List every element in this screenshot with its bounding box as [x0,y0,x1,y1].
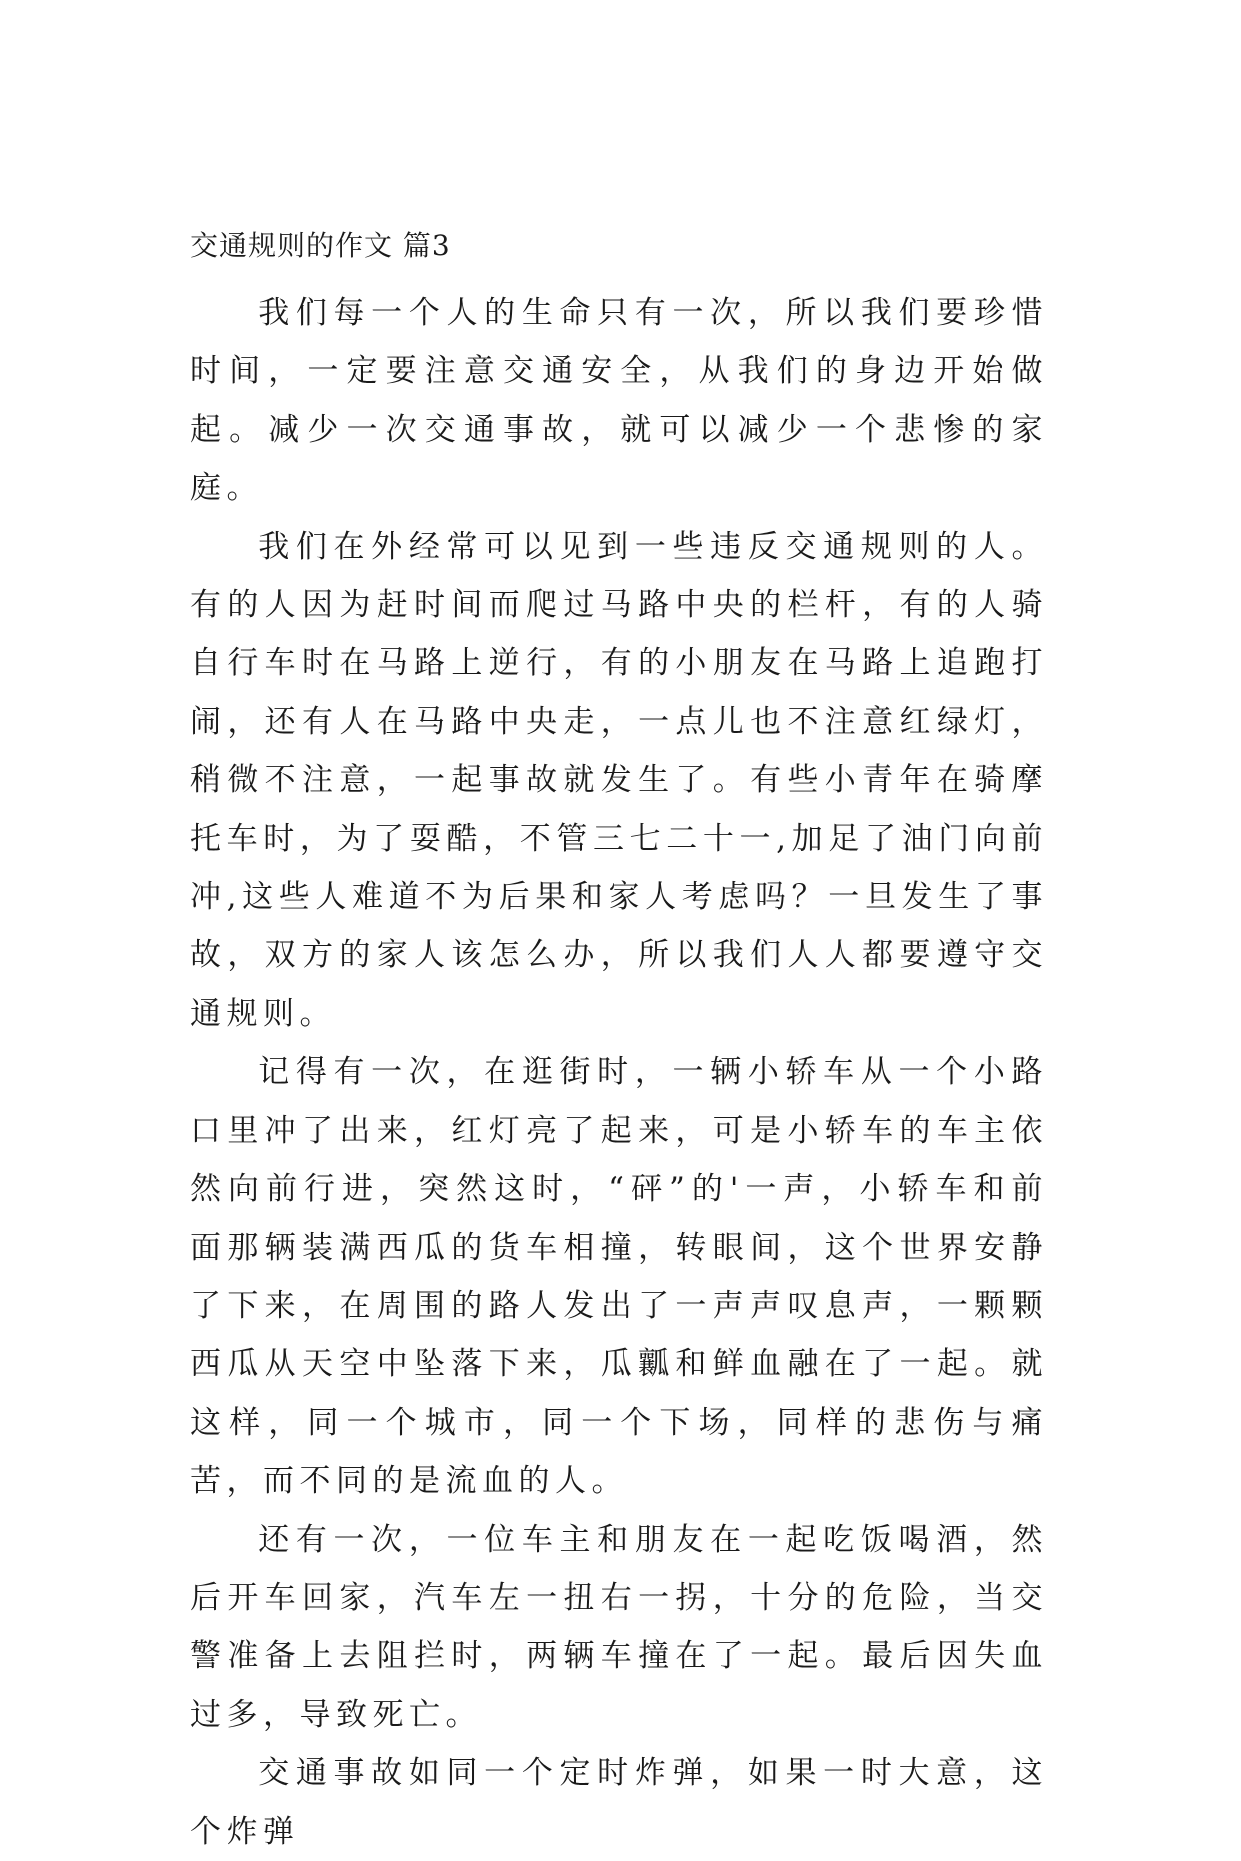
paragraph: 记得有一次，在逛街时，一辆小轿车从一个小路口里冲了出来，红灯亮了起来，可是小轿车的车主依然向前行进，突然这时，“砰”的'一声，小轿车和前面那辆装满西瓜的货车相撞，转眼间，这个世界安静了下来，在周围的路人发出了一声声叹息声，一颗颗西瓜从天空中坠落下来，瓜瓤和鲜血融在了一起。就这样，同一个城市，同一个下场，同样的悲伤与痛苦，而不同的是流血的人。 [190,1054,1048,1500]
paragraph: 交通事故如同一个定时炸弹，如果一时大意，这个炸弹 [190,1755,1048,1850]
essay-body [190,284,1048,1861]
paragraph: 我们每一个人的生命只有一次，所以我们要珍惜时间，一定要注意交通安全，从我们的身边开始做起。减少一次交通事故，就可以减少一个悲惨的家庭。 [190,295,1048,507]
essay-heading: 交通规则的作文 篇3 [190,229,451,262]
paragraph: 我们在外经常可以见到一些违反交通规则的人。有的人因为赶时间而爬过马路中央的栏杆，有的人骑自行车时在马路上逆行，有的小朋友在马路上追跑打闹，还有人在马路中央走，一点儿也不注意红绿灯，稍微不注意，一起事故就发生了。有些小青年在骑摩托车时，为了耍酷，不管三七二十一,加足了油门向前冲,这些人难道不为后果和家人考虑吗？一旦发生了事故，双方的家人该怎么办，所以我们人人都要遵守交通规则。 [190,528,1048,1032]
paragraph: 还有一次，一位车主和朋友在一起吃饭喝酒，然后开车回家，汽车左一扭右一拐，十分的危险，当交警准备上去阻拦时，两辆车撞在了一起。最后因失血过多，导致死亡。 [190,1521,1048,1733]
